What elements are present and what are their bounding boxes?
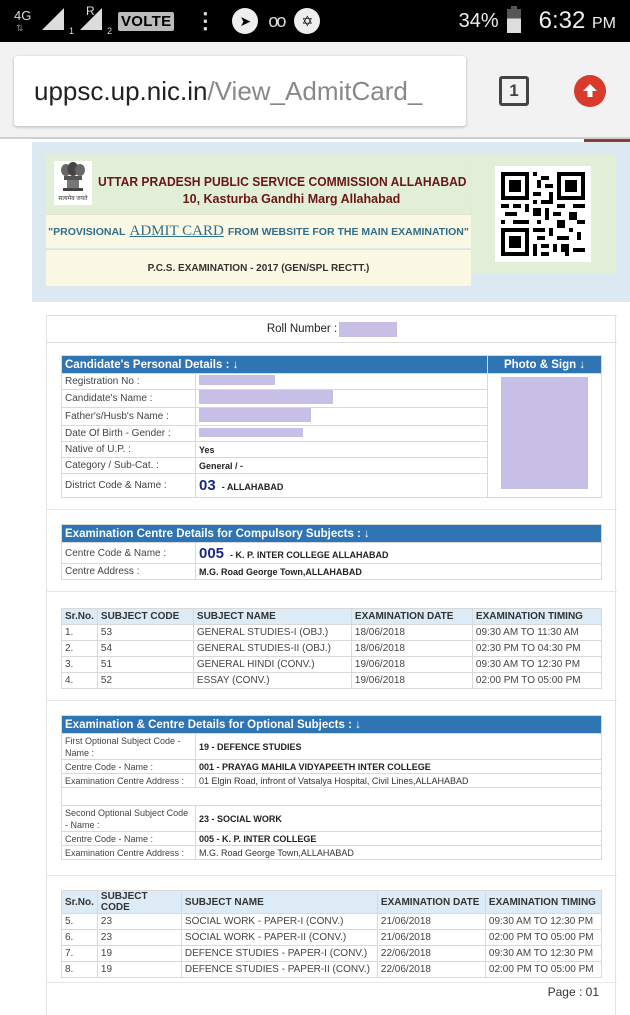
section-divider — [47, 982, 617, 983]
exam-name: P.C.S. EXAMINATION - 2017 (GEN/SPL RECTT.) — [46, 249, 471, 286]
national-emblem-logo: सत्यमेव जयते — [54, 161, 92, 205]
table-row: 6. 23 SOCIAL WORK - PAPER-II (CONV.) 21/06/2018 02:00 PM TO 05:00 PM — [62, 930, 602, 946]
clock: 6:32 PM — [538, 7, 616, 34]
url-path: /View_AdmitCard_ — [207, 75, 423, 106]
section-divider — [47, 591, 617, 592]
section-divider — [47, 875, 617, 876]
table-row: 2. 54 GENERAL STUDIES-II (OBJ.) 18/06/2018 02:30 PM TO 04:30 PM — [62, 641, 602, 657]
admit-card-page — [32, 142, 630, 1000]
signal-sim2-icon: R 2 — [80, 8, 112, 34]
father-name-value — [196, 408, 488, 426]
district-value: 03 - ALLAHABAD — [196, 474, 488, 498]
star-app-icon: ✡ — [294, 8, 320, 34]
second-optional-subject: 23 - SOCIAL WORK — [196, 806, 602, 832]
photo-sign-cell — [488, 374, 602, 498]
qr-code — [495, 166, 591, 262]
tab-switcher-button[interactable]: 1 — [499, 76, 529, 106]
toolbar-divider — [0, 137, 630, 139]
photo-sign-heading: Photo & Sign ↓ — [488, 356, 602, 374]
compulsory-centre-heading: Examination Centre Details for Compulsory Subjects : ↓ — [62, 525, 602, 543]
compulsory-centre-address: M.G. Road George Town,ALLAHABAD — [196, 564, 602, 580]
dob-gender-value — [196, 426, 488, 442]
signal-sim1-icon: 1 — [42, 8, 74, 34]
optional-centre-heading: Examination & Centre Details for Optional Subjects : ↓ — [62, 716, 602, 734]
organization-address: 10, Kasturba Gandhi Marg Allahabad — [182, 192, 401, 206]
table-row: 3. 51 GENERAL HINDI (CONV.) 19/06/2018 09:30 AM TO 12:30 PM — [62, 657, 602, 673]
table-row: 8. 19 DEFENCE STUDIES - PAPER-II (CONV.) 22/06/2018 02:00 PM TO 05:00 PM — [62, 962, 602, 978]
admit-card-header — [32, 142, 630, 302]
table-row: 1. 53 GENERAL STUDIES-I (OBJ.) 18/06/2018 09:30 AM TO 11:30 AM — [62, 625, 602, 641]
optional-centre-table: Examination & Centre Details for Optional Subjects : ↓ First Optional Subject Code - Name : 19 - DEFENCE STUDIES Centre Code - Name : 001 - PRAYAG MAHILA VIDYAPEETH INTER COLLEGE Examination Centre Address : 01 Elgin Road, infront of Vatsalya Hospital, Civil Lines,ALLAHABAD Second Optional Subject Code - Name : 23 - SOCIAL WORK Centre Code - Name : 005 - K. P. INTER COLLEGE Examination Centre Address : M.G. Road George Town,ALLAHABAD — [61, 715, 602, 860]
organization-name: UTTAR PRADESH PUBLIC SERVICE COMMISSION ALLAHABAD — [98, 174, 467, 189]
table-row: 4. 52 ESSAY (CONV.) 19/06/2018 02:00 PM TO 05:00 PM — [62, 673, 602, 689]
first-optional-centre: 001 - PRAYAG MAHILA VIDYAPEETH INTER COLLEGE — [196, 760, 602, 774]
roll-number-row: Roll Number : — [47, 315, 617, 343]
optional-schedule-table: Sr.No. SUBJECT CODE SUBJECT NAME EXAMINATION DATE EXAMINATION TIMING 5. 23 SOCIAL WORK - PAPER-I (CONV.) 21/06/2018 09:30 AM TO 12:30 PM 6. 23 SOCIAL WORK - PAPER-II (CONV.) 21/06/2018 02:00 PM TO 05:00 PM 7. 19 DEFENCE STUDIES - PAPER-I (CONV.) 22/06/2018 09:30 AM TO 12:30 PM 8. 19 DEFENCE STUDIES - PAPER-II (CONV.) 22/06/2018 02:00 PM TO 05:00 PM — [61, 890, 602, 978]
location-arrow-icon: ➤ — [232, 8, 258, 34]
voicemail-icon: oo — [268, 10, 285, 31]
photo-redacted — [501, 377, 588, 489]
admit-card-title: "PROVISIONAL ADMIT CARD FROM WEBSITE FOR THE MAIN EXAMINATION" — [46, 214, 471, 248]
native-up-value: Yes — [196, 442, 488, 458]
table-row: 7. 19 DEFENCE STUDIES - PAPER-I (CONV.) 22/06/2018 09:30 AM TO 12:30 PM — [62, 946, 602, 962]
network-4g-icon: 4G ⇅ — [14, 8, 32, 33]
arrow-up-icon — [581, 82, 599, 100]
category-value: General / - — [196, 458, 488, 474]
candidate-name-value — [196, 390, 488, 408]
compulsory-centre-name: 005 - K. P. INTER COLLEGE ALLAHABAD — [196, 543, 602, 564]
personal-details-heading: Candidate's Personal Details : ↓ — [62, 356, 488, 374]
qr-code-cell — [472, 154, 616, 274]
battery-percent: 34% — [458, 9, 499, 32]
browser-toolbar — [0, 42, 630, 137]
volte-badge: VOLTE — [118, 12, 174, 31]
ashoka-emblem-icon — [58, 161, 88, 193]
qr-code-icon — [501, 172, 585, 256]
url-host: uppsc.up.nic.in — [34, 75, 208, 106]
second-optional-centre: 005 - K. P. INTER COLLEGE — [196, 832, 602, 846]
section-divider — [47, 509, 617, 510]
section-divider — [47, 700, 617, 701]
roll-number-redacted — [339, 322, 397, 337]
personal-details-table: Candidate's Personal Details : ↓ Photo & Sign ↓ Registration No : Candidate's Name : Father's/Husb's Name : Date Of Birth - Gender : Native of U.P. : Yes Category / Sub-Cat. : General / - District Code & Name : 03 - ALLAHABAD — [61, 355, 602, 498]
first-optional-subject: 19 - DEFENCE STUDIES — [196, 734, 602, 760]
battery-icon — [507, 9, 521, 33]
more-notifications-icon: ⋮ — [194, 8, 217, 33]
spacer-row — [62, 788, 602, 806]
admit-card-body — [46, 315, 616, 1015]
second-optional-address: M.G. Road George Town,ALLAHABAD — [196, 846, 602, 860]
update-button[interactable] — [574, 75, 606, 107]
registration-no-value — [196, 374, 488, 390]
status-bar — [0, 0, 630, 42]
table-row: 5. 23 SOCIAL WORK - PAPER-I (CONV.) 21/06/2018 09:30 AM TO 12:30 PM — [62, 914, 602, 930]
first-optional-address: 01 Elgin Road, infront of Vatsalya Hospital, Civil Lines,ALLAHABAD — [196, 774, 602, 788]
address-bar[interactable] — [14, 56, 466, 126]
compulsory-schedule-table: Sr.No. SUBJECT CODE SUBJECT NAME EXAMINATION DATE EXAMINATION TIMING 1. 53 GENERAL STUDIES-I (OBJ.) 18/06/2018 09:30 AM TO 11:30 AM 2. 54 GENERAL STUDIES-II (OBJ.) 18/06/2018 02:30 PM TO 04:30 PM 3. 51 GENERAL HINDI (CONV.) 19/06/2018 09:30 AM TO 12:30 PM 4. 52 ESSAY (CONV.) 19/06/2018 02:00 PM TO 05:00 PM — [61, 608, 602, 689]
page-number: Page : 01 — [547, 985, 599, 999]
compulsory-centre-table: Examination Centre Details for Compulsory Subjects : ↓ Centre Code & Name : 005 - K. P. INTER COLLEGE ALLAHABAD Centre Address : M.G. Road George Town,ALLAHABAD — [61, 524, 602, 580]
